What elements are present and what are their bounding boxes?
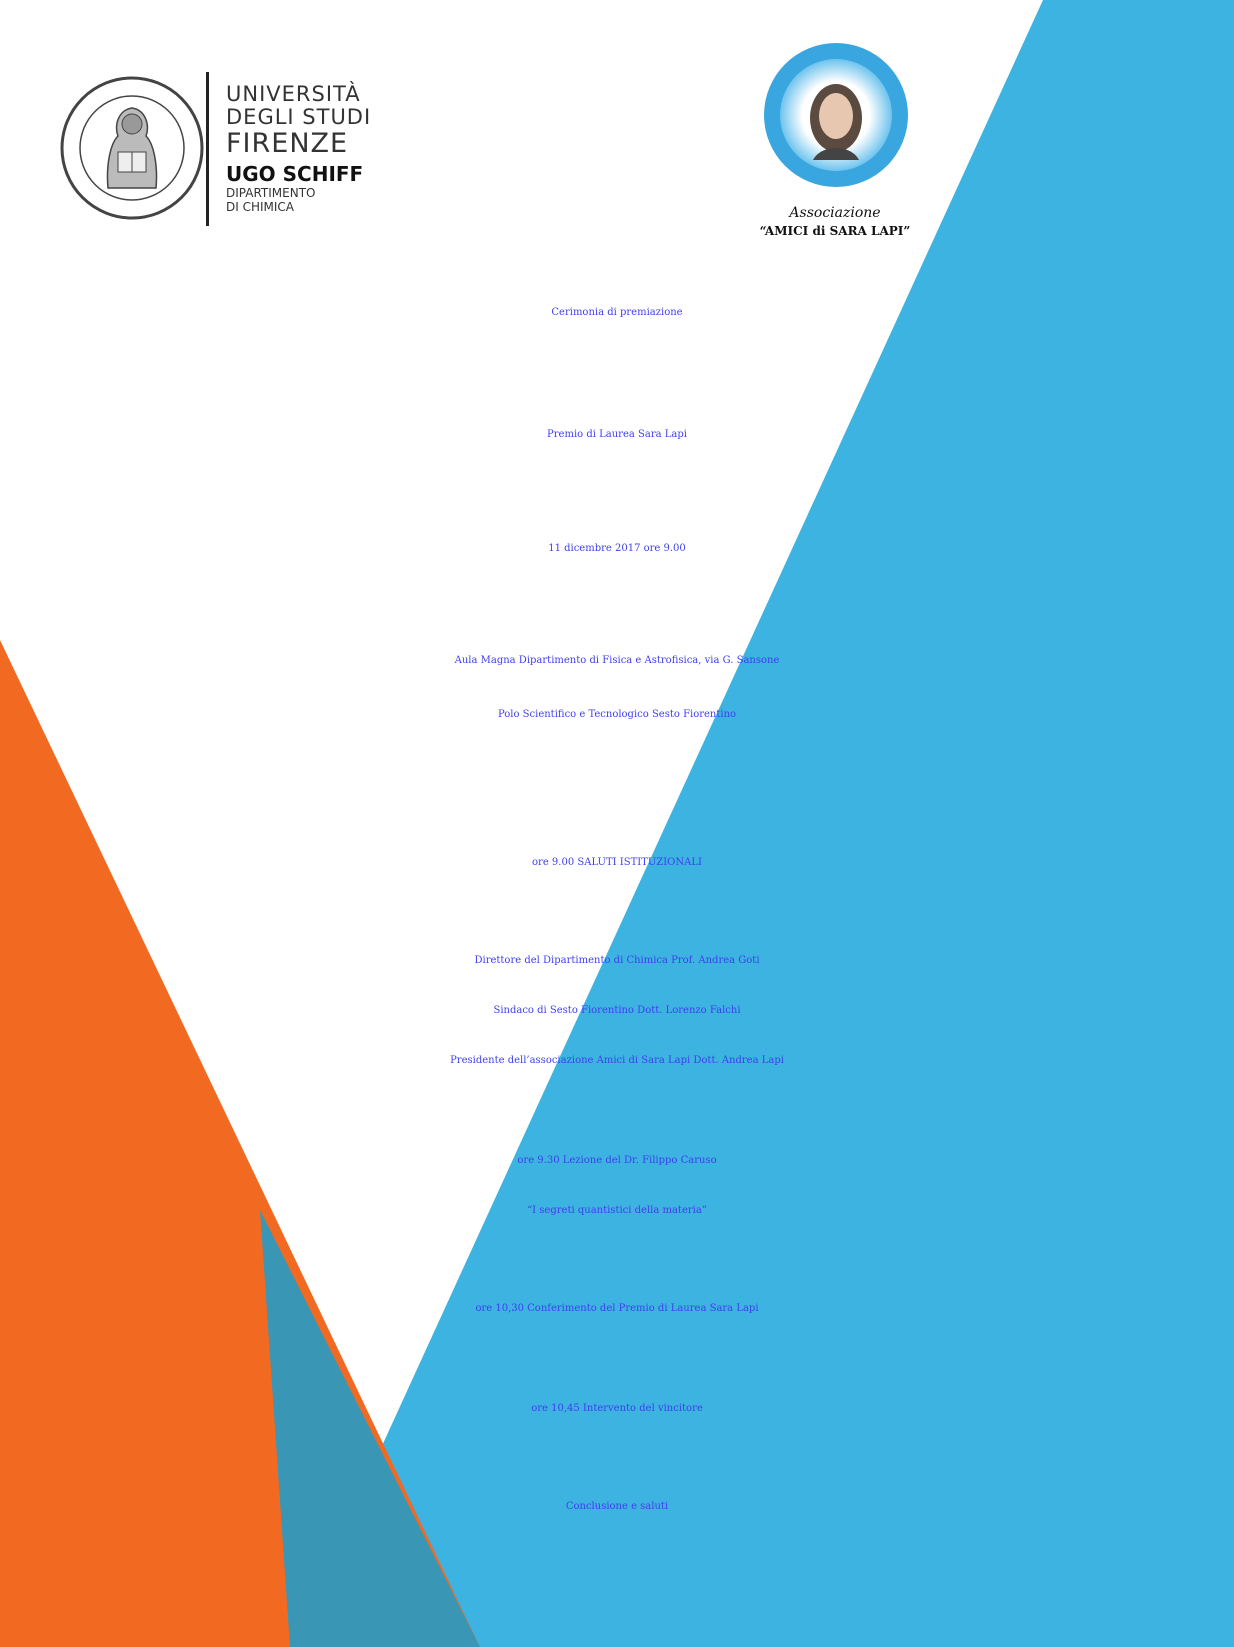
event-date: 11 dicembre 2017 ore 9.00 [548,543,686,554]
amici-badge-icon [761,40,911,190]
unifi-logo [58,70,388,230]
title-line1: Cerimonia di premiazione [551,307,683,318]
unifi-name-line1: UNIVERSITÀ [226,82,361,106]
amici-caption-line1: Associazione [789,205,881,221]
amici-caption-line2: “AMICI di SARA LAPI” [759,224,911,238]
closing-line: Conclusione e saluti [565,1501,669,1512]
speaker-3: Presidente dell’associazione Amici di Sara Lapi Dott. Andrea Lapi [450,1055,784,1066]
venue-line1: Aula Magna Dipartimento di Fisica e Astrofisica, via G. Sansone [454,655,780,666]
venue-line2: Polo Scientifico e Tecnologico Sesto Fiorentino [497,709,737,720]
unifi-name-line2: DEGLI STUDI [226,105,372,129]
unifi-seal-icon [58,74,206,222]
speaker-2: Sindaco di Sesto Fiorentino Dott. Lorenzo Falchi [493,1005,741,1016]
unifi-name-line3: FIRENZE [226,128,349,159]
lecture-line: ore 9.30 Lezione del Dr. Filippo Caruso [517,1155,717,1166]
greetings-heading: ore 9.00 SALUTI ISTITUZIONALI [532,857,702,868]
amici-logo [745,40,925,240]
unifi-dept-line1: DIPARTIMENTO [226,186,316,200]
unifi-dept-name: UGO SCHIFF [226,162,364,186]
unifi-divider [206,72,209,226]
speaker-1: Direttore del Dipartimento di Chimica Prof. Andrea Goti [474,955,760,966]
award-line: ore 10,30 Conferimento del Premio di Laurea Sara Lapi [475,1303,759,1314]
lecture-title: “I segreti quantistici della materia” [527,1205,707,1216]
title-line2: Premio di Laurea Sara Lapi [547,429,687,440]
unifi-dept-line2: DI CHIMICA [226,200,295,214]
winner-speech-line: ore 10,45 Intervento del vincitore [531,1403,703,1414]
